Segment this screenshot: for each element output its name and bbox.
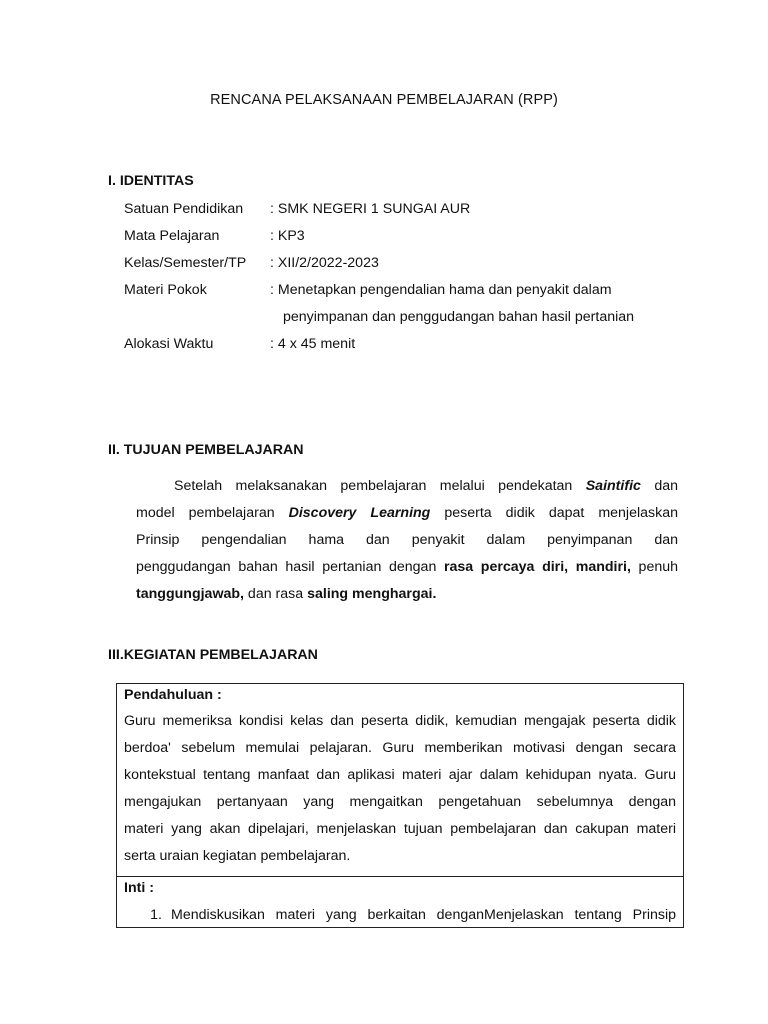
- list-item-text: Mendiskusikan materi yang berkaitan denganMenjelaskan tentang Prinsip: [171, 907, 676, 923]
- identitas-label: Alokasi Waktu: [124, 336, 214, 352]
- identitas-label: Mata Pelajaran: [124, 228, 220, 244]
- identitas-label: Satuan Pendidikan: [124, 201, 244, 217]
- tujuan-line: penggudangan bahan hasil pertanian dengan rasa percaya diri, mandiri, penuh: [136, 559, 679, 575]
- tujuan-line: Prinsip pengendalian hama dan penyakit dalam penyimpanan dan: [136, 532, 678, 548]
- identitas-label: Kelas/Semester/TP: [124, 255, 247, 271]
- document-title: RENCANA PELAKSANAAN PEMBELAJARAN (RPP): [210, 92, 558, 108]
- pendahuluan-line: mengajukan pertanyaan yang mengaitkan pengetahuan sebelumnya dengan: [124, 794, 676, 810]
- pendahuluan-line: kontekstual tentang manfaat dan aplikasi materi ajar dalam kehidupan nyata. Guru: [124, 767, 676, 783]
- inti-title: Inti :: [124, 880, 154, 896]
- identitas-value: : XII/2/2022-2023: [270, 255, 379, 271]
- list-item: [124, 905, 676, 925]
- section-heading-kegiatan: III.KEGIATAN PEMBELAJARAN: [108, 647, 318, 663]
- kegiatan-table: [116, 683, 684, 928]
- identitas-value: : Menetapkan pengendalian hama dan penyakit dalam: [270, 282, 612, 298]
- pendahuluan-line: Guru memeriksa kondisi kelas dan peserta didik, kemudian mengajak peserta didik: [124, 713, 676, 729]
- tujuan-line: model pembelajaran Discovery Learning peserta didik dapat menjelaskan: [136, 505, 678, 521]
- section-heading-identitas: I. IDENTITAS: [108, 173, 194, 189]
- pendahuluan-section: [117, 684, 683, 877]
- pendahuluan-line: serta uraian kegiatan pembelajaran.: [124, 848, 351, 864]
- inti-section: [117, 877, 683, 927]
- identitas-value-continuation: penyimpanan dan penggudangan bahan hasil pertanian: [283, 309, 635, 325]
- section-heading-tujuan: II. TUJUAN PEMBELAJARAN: [108, 442, 304, 458]
- pendahuluan-line: materi yang akan dipelajari, menjelaskan tujuan pembelajaran dan cakupan materi: [124, 821, 676, 837]
- identitas-value: : 4 x 45 menit: [270, 336, 356, 352]
- identitas-label: Materi Pokok: [124, 282, 207, 298]
- identitas-value: : SMK NEGERI 1 SUNGAI AUR: [270, 201, 471, 217]
- pendahuluan-line: berdoa' sebelum memulai pelajaran. Guru memberikan motivasi dengan secara: [124, 740, 676, 756]
- identitas-value: : KP3: [270, 228, 305, 244]
- tujuan-line: tanggungjawab, dan rasa saling menghargai.: [136, 586, 437, 602]
- tujuan-line: Setelah melaksanakan pembelajaran melalui pendekatan Saintific dan: [174, 478, 678, 494]
- pendahuluan-title: Pendahuluan :: [124, 687, 222, 703]
- tujuan-paragraph: [136, 473, 678, 608]
- list-item-number: 1.: [150, 907, 162, 923]
